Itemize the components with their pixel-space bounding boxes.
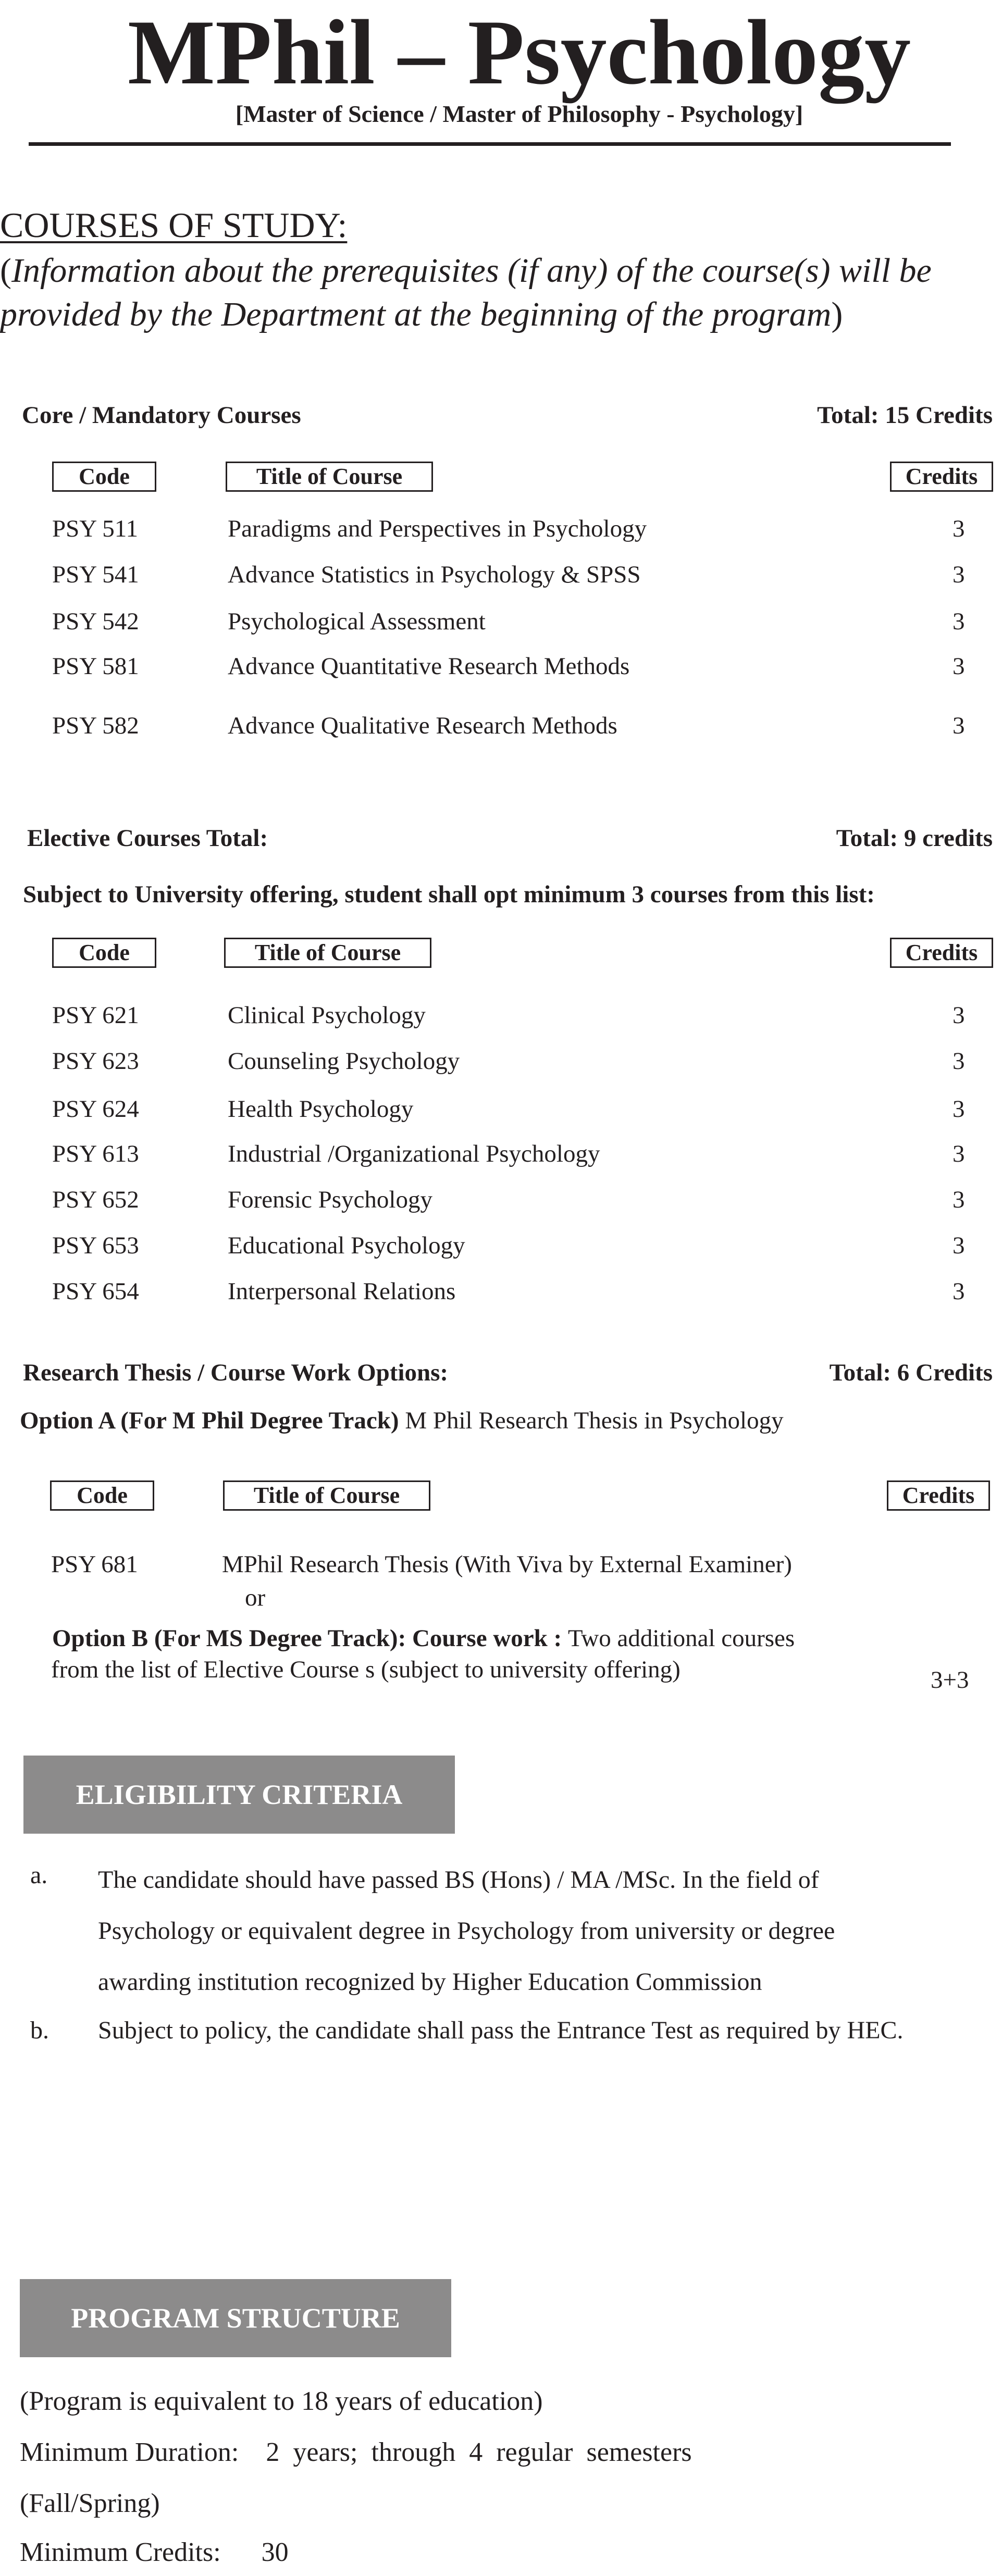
program-minimum-credits: Minimum Credits: 30 — [20, 2537, 289, 2567]
page-title: MPhil – Psychology — [127, 1, 911, 104]
research-title-header: Title of Course — [223, 1480, 430, 1511]
research-credits-header: Credits — [887, 1480, 990, 1511]
or-separator: or — [245, 1584, 266, 1611]
eligibility-item-text: The candidate should have passed BS (Hons) / MA /MSc. In the field of Psychology or equivalent degree in Psychology from university or degree awarding institution recognized by Higher Education Commission — [98, 1866, 835, 1996]
program-structure-banner: PROGRAM STRUCTURE — [20, 2279, 451, 2357]
option-a-text: M Phil Research Thesis in Psychology — [399, 1407, 784, 1434]
course-title: Health Psychology — [228, 1096, 414, 1123]
course-code: PSY 542 — [52, 608, 139, 635]
courses-of-study-heading: COURSES OF STUDY: — [0, 205, 348, 245]
option-a-label: Option A (For M Phil Degree Track) — [20, 1407, 399, 1434]
course-credits: 3 — [952, 712, 965, 739]
course-title: Interpersonal Relations — [228, 1278, 456, 1305]
table-row — [0, 1047, 1002, 1084]
table-row — [0, 712, 1002, 748]
table-row — [0, 1095, 1002, 1131]
course-code: PSY 653 — [52, 1232, 139, 1259]
option-b-line2: from the list of Elective Course s (subject to university offering) — [51, 1656, 681, 1683]
table-row — [0, 561, 1002, 597]
course-credits: 3 — [952, 1002, 965, 1029]
course-credits: 3 — [952, 561, 965, 588]
table-row — [0, 1277, 1002, 1314]
core-credits-header: Credits — [890, 462, 993, 492]
table-row — [0, 515, 1002, 551]
research-code-header: Code — [50, 1480, 154, 1511]
prerequisites-note: (Information about the prerequisites (if any) of the course(s) will be provided by the Department at the beginning of the program) — [0, 252, 932, 333]
course-credits: 3 — [952, 1186, 965, 1213]
elective-title-header: Title of Course — [224, 938, 431, 968]
table-row — [0, 1186, 1002, 1222]
elective-section-title: Elective Courses Total: — [27, 825, 268, 852]
table-row — [0, 1140, 1002, 1176]
core-code-header: Code — [52, 462, 156, 492]
course-credits: 3 — [952, 1232, 965, 1259]
option-b-credits: 3+3 — [931, 1666, 969, 1694]
elective-subnote: Subject to University offering, student shall opt minimum 3 courses from this list: — [23, 881, 875, 908]
program-semesters: (Fall/Spring) — [20, 2488, 160, 2518]
course-title: Advance Quantitative Research Methods — [228, 653, 630, 680]
course-code: PSY 654 — [52, 1278, 139, 1305]
course-code: PSY 581 — [52, 653, 139, 680]
eligibility-banner: ELIGIBILITY CRITERIA — [23, 1756, 455, 1834]
option-b-label: Option B (For MS Degree Track): Course work : — [52, 1625, 568, 1652]
course-credits: 3 — [952, 653, 965, 680]
elective-section-total: Total: 9 credits — [836, 825, 993, 852]
course-code: PSY 621 — [52, 1002, 139, 1029]
eligibility-item-letter: a. — [30, 1861, 48, 1889]
course-title: Paradigms and Perspectives in Psychology — [228, 515, 647, 542]
course-credits: 3 — [952, 1096, 965, 1123]
core-section-title: Core / Mandatory Courses — [22, 402, 301, 429]
course-title: Advance Statistics in Psychology & SPSS — [228, 561, 641, 588]
course-code: PSY 511 — [52, 515, 138, 542]
table-row — [0, 1231, 1002, 1268]
course-credits: 3 — [952, 608, 965, 635]
elective-credits-header: Credits — [890, 938, 993, 968]
table-row — [0, 1001, 1002, 1038]
option-b-line1 — [52, 1624, 795, 1652]
course-title: MPhil Research Thesis (With Viva by External Examiner) — [222, 1551, 792, 1578]
elective-code-header: Code — [52, 938, 156, 968]
course-code: PSY 681 — [51, 1551, 138, 1578]
course-code: PSY 624 — [52, 1096, 139, 1123]
course-title: Advance Qualitative Research Methods — [228, 712, 617, 739]
course-credits: 3 — [952, 1140, 965, 1167]
table-row — [0, 1550, 1002, 1587]
course-title: Industrial /Organizational Psychology — [228, 1140, 600, 1167]
program-equivalence: (Program is equivalent to 18 years of education) — [20, 2386, 543, 2416]
course-credits: 3 — [952, 1278, 965, 1305]
course-title: Educational Psychology — [228, 1232, 465, 1259]
course-code: PSY 613 — [52, 1140, 139, 1167]
course-code: PSY 652 — [52, 1186, 139, 1213]
course-credits: 3 — [952, 515, 965, 542]
course-title: Clinical Psychology — [228, 1002, 426, 1029]
research-section-title: Research Thesis / Course Work Options: — [23, 1359, 449, 1386]
eligibility-item-text: Subject to policy, the candidate shall pass the Entrance Test as required by HEC. — [98, 2017, 904, 2044]
course-code: PSY 582 — [52, 712, 139, 739]
course-title: Psychological Assessment — [228, 608, 486, 635]
research-section-total: Total: 6 Credits — [829, 1359, 993, 1386]
table-row — [0, 607, 1002, 644]
program-minimum-duration: Minimum Duration: 2 years; through 4 regular semesters — [20, 2437, 692, 2467]
core-section-total: Total: 15 Credits — [817, 402, 993, 429]
option-a-line — [20, 1407, 784, 1435]
course-code: PSY 623 — [52, 1048, 139, 1075]
course-title: Counseling Psychology — [228, 1048, 460, 1075]
course-title: Forensic Psychology — [228, 1186, 432, 1213]
option-b-text1: Two additional courses — [567, 1625, 795, 1652]
page-subtitle: [Master of Science / Master of Philosophy - Psychology] — [235, 101, 803, 127]
eligibility-item-letter: b. — [30, 2017, 49, 2044]
header-bottom-rule — [29, 142, 951, 146]
prerequisites-note-italic: Information about the prerequisites (if any) of the course(s) will be provided by the Department at the beginning of the program — [0, 252, 932, 333]
course-code: PSY 541 — [52, 561, 139, 588]
core-title-header: Title of Course — [226, 462, 433, 492]
course-credits: 3 — [952, 1048, 965, 1075]
table-row — [0, 652, 1002, 689]
